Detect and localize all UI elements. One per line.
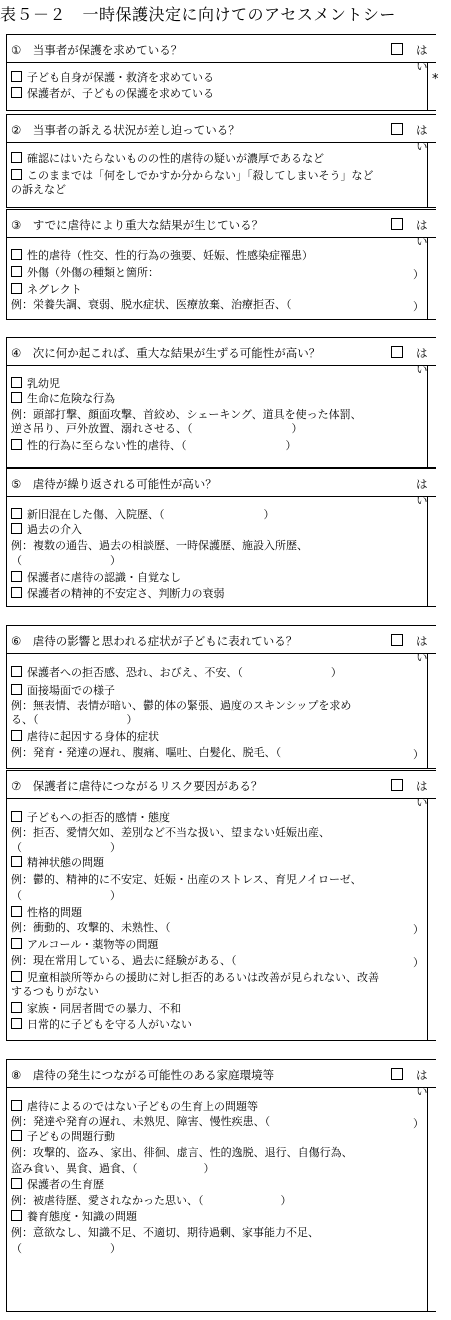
closing-paren: ） [413, 300, 424, 313]
item-text: 保護者が、子どもの保護を求めている [27, 87, 214, 100]
item-text: 家族・同居者間での暴力、不和 [27, 1002, 181, 1015]
answer-box-2 [6, 143, 436, 208]
question-header-2 [6, 114, 436, 153]
item-text: 例：発育・発達の遅れ、腹痛、嘔吐、白髪化、脱毛、（ [11, 746, 282, 759]
checklist-item [11, 921, 171, 935]
checklist-item [11, 408, 362, 422]
checklist-item[interactable] [11, 856, 104, 870]
item-text: 保護者への拒否感、恐れ、おびえ、不安、（ ） [27, 666, 342, 679]
yes-checkbox[interactable] [391, 346, 403, 358]
yes-checkbox[interactable] [391, 634, 403, 646]
item-text: 性的行為に至らない性的虐待、（ ） [27, 439, 297, 452]
item-text: 例：無表情、表情が暗い、鬱的体の緊張、過度のスキンシップを求め [11, 699, 352, 712]
item-checkbox[interactable] [11, 1018, 22, 1029]
yes-label: はい [416, 477, 428, 507]
item-text: （ ） [11, 554, 121, 567]
checklist-item [11, 1162, 215, 1176]
checklist-item [11, 1115, 270, 1129]
checklist-item[interactable] [11, 169, 374, 183]
checklist-item [11, 841, 121, 855]
answer-box-7 [6, 799, 436, 1041]
item-text: （ ） [11, 889, 121, 902]
answer-box-5 [6, 497, 436, 607]
checklist-item [11, 826, 330, 840]
checklist-item [11, 183, 66, 197]
checklist-item[interactable] [11, 906, 82, 920]
item-text: 例：栄養失調、衰弱、脱水症状、医療放棄、治療拒否、（ [11, 298, 292, 311]
item-checkbox[interactable] [11, 249, 22, 260]
item-checkbox[interactable] [11, 971, 22, 982]
item-text: 精神状態の問題 [27, 856, 104, 869]
item-checkbox[interactable] [11, 266, 22, 277]
checklist-item [11, 889, 121, 903]
checklist-item [11, 298, 292, 312]
closing-paren: ） [413, 748, 424, 761]
column-divider [427, 63, 428, 110]
item-text: 例：被虐待歴、愛されなかった思い、（ ） [11, 1194, 292, 1207]
checklist-item [11, 873, 362, 887]
closing-paren: ） [413, 268, 424, 281]
checklist-item [11, 699, 351, 713]
item-checkbox[interactable] [11, 71, 22, 82]
item-checkbox[interactable] [11, 508, 22, 519]
yes-checkbox[interactable] [391, 123, 403, 135]
item-text: 虐待によるのではない子どもの生育上の問題等 [27, 1100, 258, 1113]
item-text: の訴えなど [11, 183, 66, 196]
answer-box-4 [6, 366, 436, 468]
item-text: 保護者に虐待の認識・自覚なし [27, 571, 181, 584]
question-header-5 [6, 468, 436, 507]
question-header-1 [6, 34, 436, 73]
item-checkbox[interactable] [11, 152, 22, 163]
checklist-item [11, 1146, 353, 1160]
item-text: 確認にはいたらないものの性的虐待の疑いが濃厚であるなど [27, 152, 324, 165]
checklist-item[interactable] [11, 1002, 181, 1016]
item-text: 児童相談所等からの援助に対し拒否的あるいは改善が見られない、改善 [27, 971, 379, 984]
item-text: 例：発達や発育の遅れ、未熟児、障害、慢性疾患、（ [11, 1115, 271, 1128]
column-divider [427, 238, 428, 319]
item-text: このままでは「何をしでかすか分からない」「殺してしまいそう」など [27, 169, 374, 182]
item-text: 性的虐待（性交、性的行為の強要、妊娠、性感染症罹患） [27, 249, 313, 262]
item-checkbox[interactable] [11, 1100, 22, 1111]
item-text: 子どもの問題行動 [27, 1130, 115, 1143]
question-header-6 [6, 625, 436, 664]
yes-label: はい [416, 779, 428, 809]
checklist-item [11, 985, 99, 999]
item-checkbox[interactable] [11, 856, 22, 867]
item-text: 例：衝動的、攻撃的、未熟性、（ [11, 921, 171, 934]
item-text: 生命に危険な行為 [27, 392, 115, 405]
checklist-item[interactable] [11, 152, 324, 166]
item-checkbox[interactable] [11, 392, 22, 403]
yes-checkbox[interactable] [391, 218, 403, 230]
item-text: 過去の介入 [27, 523, 82, 536]
checklist-item [11, 539, 308, 553]
item-text: 例：拒否、愛情欠如、差別など不当な扱い、望まない妊娠出産、 [11, 826, 330, 839]
question-text: ⑥ 虐待の影響と思われる症状が子どもに表れている？ [11, 634, 298, 648]
item-checkbox[interactable] [11, 283, 22, 294]
item-text: 日常的に子どもを守る人がいない [27, 1018, 192, 1031]
item-text: 盗み食い、異食、過食、（ ） [11, 1162, 215, 1175]
question-text: ⑧ 虐待の発生につながる可能性のある家庭環境等 [11, 1068, 275, 1082]
checklist-item[interactable] [11, 1100, 258, 1114]
item-text: 乳幼児 [27, 377, 60, 390]
item-checkbox[interactable] [11, 684, 22, 695]
item-text: 面接場面での様子 [27, 684, 115, 697]
column-divider [427, 366, 428, 467]
checklist-item[interactable] [11, 87, 214, 101]
checklist-item[interactable] [11, 938, 158, 952]
checklist-item [11, 554, 121, 568]
item-checkbox[interactable] [11, 439, 22, 450]
yes-label: はい [416, 43, 428, 73]
item-text: 例：頭部打撃、顔面攻撃、首絞め、シェーキング、道具を使った体罰、 [11, 408, 362, 421]
item-text: 性格的問題 [27, 906, 82, 919]
question-text: ④ 次に何か起これば、重大な結果が生ずる可能性が高い？ [11, 346, 321, 360]
item-checkbox[interactable] [11, 1002, 22, 1013]
item-text: 例：複数の通告、過去の相談歴、一時保護歴、施設入所歴、 [11, 539, 308, 552]
item-checkbox[interactable] [11, 666, 22, 677]
item-text: （ ） [11, 1242, 121, 1255]
page-title: 表５－２ 一時保護決定に向けてのアセスメントシー [0, 5, 396, 24]
item-text: 例：現在常用している、過去に経験がある、（ [11, 954, 237, 967]
item-text: 虐待に起因する身体的症状 [27, 730, 159, 743]
yes-label: はい [416, 123, 428, 153]
item-text: 養育態度・知識の問題 [27, 1210, 137, 1223]
item-text: 保護者の生育歴 [27, 1178, 104, 1191]
item-checkbox[interactable] [11, 938, 22, 949]
checklist-item[interactable] [11, 571, 181, 585]
item-text: 新旧混在した傷、入院歴、（ ） [27, 508, 275, 521]
question-text: ⑦ 保護者に虐待につながるリスク要因がある？ [11, 779, 263, 793]
yes-checkbox[interactable] [391, 43, 403, 55]
checklist-item[interactable] [11, 377, 60, 391]
item-text: アルコール・薬物等の問題 [27, 938, 159, 951]
checklist-item[interactable] [11, 971, 379, 985]
item-checkbox[interactable] [11, 1130, 22, 1141]
checklist-item [11, 1242, 121, 1256]
checklist-item [11, 746, 281, 760]
checklist-item[interactable] [11, 392, 115, 406]
checklist-item[interactable] [11, 1130, 115, 1144]
checklist-item[interactable] [11, 249, 313, 263]
item-checkbox[interactable] [11, 377, 22, 388]
answer-box-6 [6, 654, 436, 769]
column-divider [427, 799, 428, 1040]
item-checkbox[interactable] [11, 1210, 22, 1221]
checklist-item [11, 954, 237, 968]
item-text: 子ども自身が保護・救済を求めている [27, 71, 214, 84]
checklist-item[interactable] [11, 730, 159, 744]
checklist-item[interactable] [11, 684, 115, 698]
closing-paren: ） [413, 956, 424, 969]
yes-checkbox[interactable] [391, 779, 403, 791]
item-checkbox[interactable] [11, 169, 22, 180]
item-text: 逆さ吊り、戸外放置、溺れさせる、（ ） [11, 422, 303, 435]
item-text: 例：攻撃的、盗み、家出、徘徊、虚言、性的逸脱、退行、自傷行為、 [11, 1146, 353, 1159]
checklist-item[interactable] [11, 283, 82, 297]
column-divider [427, 654, 428, 768]
item-checkbox[interactable] [11, 587, 22, 598]
checklist-item [11, 422, 303, 436]
yes-label: はい [416, 346, 428, 376]
checklist-item[interactable] [11, 71, 214, 85]
checklist-item [11, 713, 138, 727]
answer-box-8 [6, 1088, 436, 1312]
checklist-item [11, 1194, 292, 1208]
question-text: ② 当事者の訴える状況が差し迫っている？ [11, 123, 240, 137]
checklist-item[interactable] [11, 1210, 137, 1224]
question-text: ⑤ 虐待が繰り返される可能性が高い？ [11, 477, 217, 491]
closing-paren: ） [413, 1117, 424, 1130]
column-divider [427, 143, 428, 207]
question-text: ① 当事者が保護を求めている？ [11, 43, 183, 57]
checklist-item[interactable] [11, 523, 82, 537]
yes-label: はい [416, 218, 428, 248]
item-text: ネグレクト [27, 283, 82, 296]
yes-label: はい [416, 634, 428, 664]
item-text: するつもりがない [11, 985, 99, 998]
checklist-item[interactable] [11, 587, 225, 601]
item-checkbox[interactable] [11, 523, 22, 534]
checklist-item[interactable] [11, 1018, 192, 1032]
column-divider [427, 1088, 428, 1311]
checklist-item[interactable] [11, 508, 275, 522]
item-checkbox[interactable] [11, 730, 22, 741]
asterisk-mark: * [432, 72, 439, 87]
yes-label: はい [416, 1068, 428, 1098]
closing-paren: ） [413, 923, 424, 936]
question-header-7 [6, 770, 436, 809]
item-checkbox[interactable] [11, 906, 22, 917]
checklist-item[interactable] [11, 439, 297, 453]
answer-box-3 [6, 238, 436, 320]
checklist-item[interactable] [11, 1178, 104, 1192]
question-text: ③ すでに虐待により重大な結果が生じている？ [11, 218, 264, 232]
item-checkbox[interactable] [11, 87, 22, 98]
item-text: 外傷（外傷の種類と箇所： [27, 266, 159, 279]
item-text: る、（ ） [11, 713, 138, 726]
question-header-3 [6, 209, 436, 248]
yes-checkbox[interactable] [391, 1068, 403, 1080]
item-text: 子どもへの拒否的感情・態度 [27, 811, 170, 824]
item-checkbox[interactable] [11, 571, 22, 582]
item-checkbox[interactable] [11, 1178, 22, 1189]
item-checkbox[interactable] [11, 811, 22, 822]
question-header-4 [6, 337, 436, 376]
answer-box-1 [6, 63, 436, 111]
item-text: （ ） [11, 841, 121, 854]
item-text: 例：鬱的、精神的に不安定、妊娠・出産のストレス、育児ノイローゼ、 [11, 873, 362, 886]
item-text: 保護者の精神的不安定さ、判断力の衰弱 [27, 587, 225, 600]
item-text: 例：意欲なし、知識不足、不適切、期待過剰、家事能力不足、 [11, 1226, 319, 1239]
checklist-item[interactable] [11, 811, 170, 825]
checklist-item[interactable] [11, 666, 342, 680]
column-divider [427, 497, 428, 606]
question-header-8 [6, 1059, 436, 1098]
checklist-item[interactable] [11, 266, 159, 280]
checklist-item [11, 1226, 319, 1240]
